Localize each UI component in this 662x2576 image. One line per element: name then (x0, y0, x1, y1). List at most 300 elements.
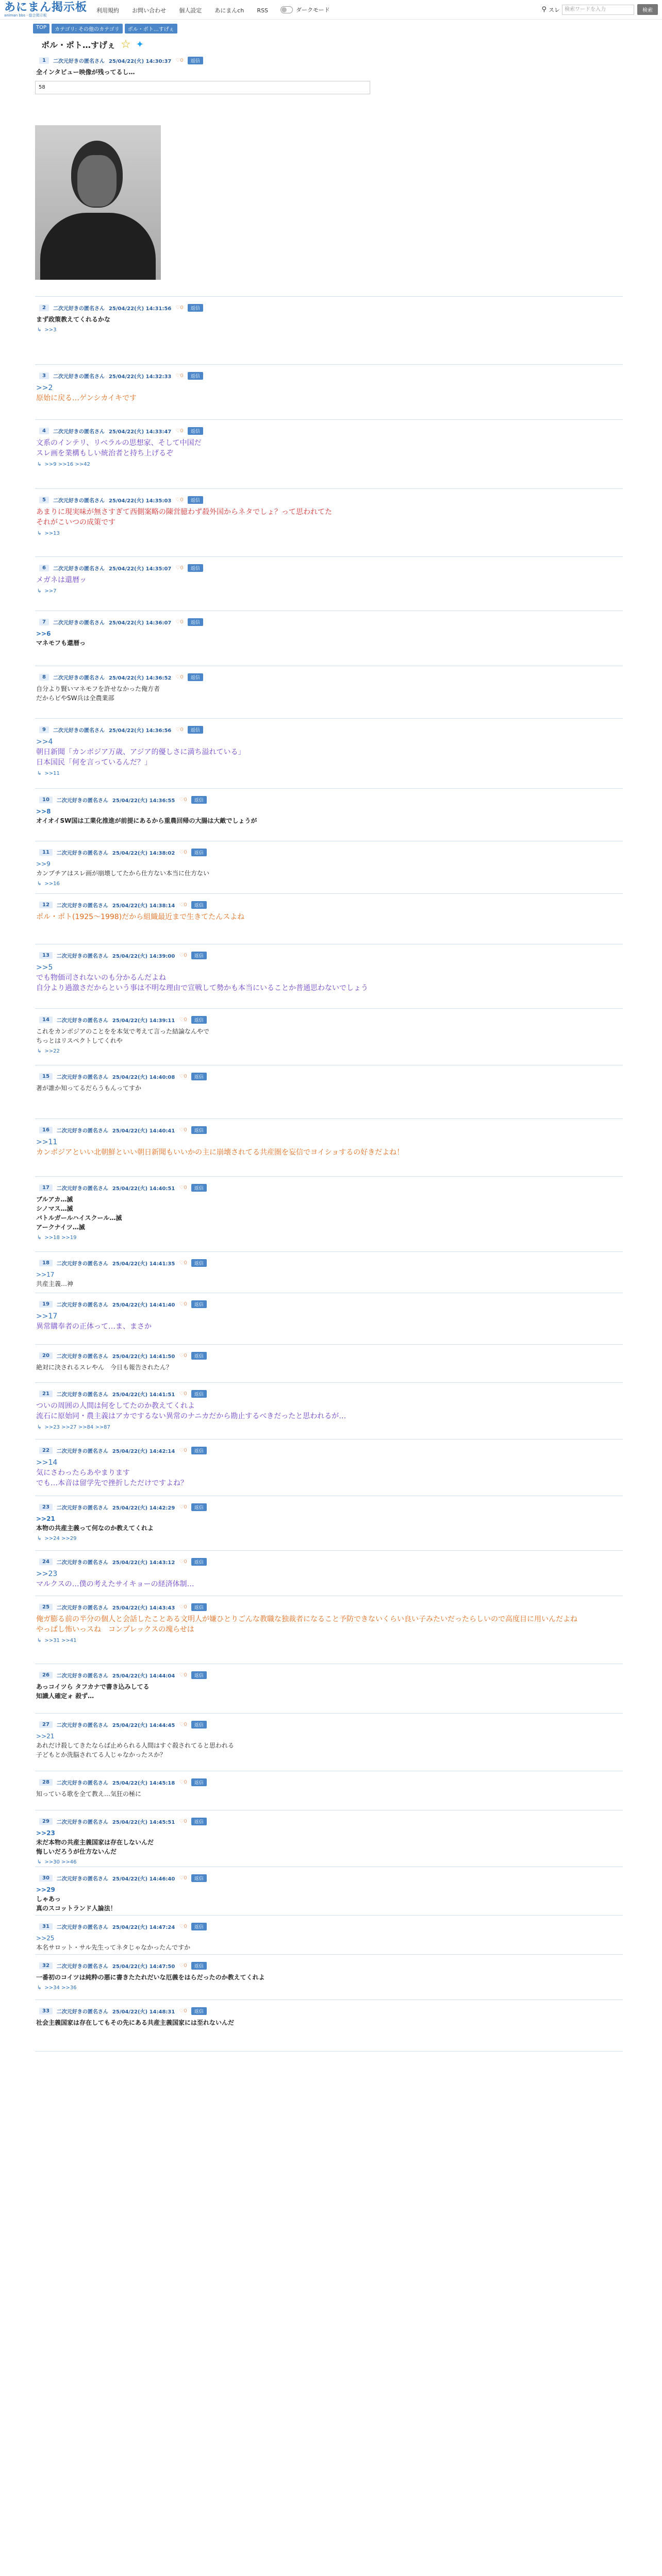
reply-button[interactable]: 返信 (191, 1126, 207, 1134)
heart-icon: ♡ (175, 565, 180, 571)
like-count: 0 (184, 1559, 187, 1565)
like-button[interactable] (179, 1301, 187, 1307)
reply-button[interactable]: 返信 (191, 849, 207, 856)
post-anchor-link[interactable]: >>17 (36, 1271, 55, 1278)
post-anchor-link[interactable]: >>11 (36, 1138, 58, 1146)
like-button[interactable] (179, 1875, 187, 1881)
reply-button[interactable]: 返信 (191, 952, 207, 959)
reply-button[interactable]: 返信 (191, 1390, 207, 1398)
nav-rss[interactable]: RSS (257, 7, 269, 14)
post-date: 25/04/22(火) 14:40:41 (112, 1128, 175, 1134)
post-text-line: 悔しいだろうが仕方ないんだ (36, 1848, 117, 1855)
like-count: 0 (180, 373, 184, 379)
post-date: 25/04/22(火) 14:48:31 (112, 2009, 175, 2015)
post-body (35, 804, 623, 825)
post-text-line: 日本国民「何を言っているんだ？」 (36, 758, 152, 767)
post-text-line: ちっとはリスペクトしてくれや (36, 1037, 123, 1044)
like-button[interactable] (175, 619, 183, 625)
post-meta (35, 796, 623, 804)
poster-name: 二次元好きの匿名さん (56, 1505, 108, 1511)
post-item (35, 1345, 623, 1383)
post-meta (35, 1390, 623, 1398)
reply-arrow-icon: ↳ (37, 531, 42, 536)
heart-icon: ♡ (179, 1391, 184, 1397)
heart-icon: ♡ (179, 1924, 184, 1929)
post-number[interactable]: 31 (39, 1923, 53, 1930)
post-text-line: 未だ本物の共産主義国家は存在しないんだ (36, 1839, 154, 1846)
reply-anchors[interactable]: >>24 >>29 (44, 1536, 77, 1541)
post-item (35, 1955, 623, 2000)
poster-name: 二次元好きの匿名さん (56, 1392, 108, 1398)
nav-contact[interactable]: お問い合わせ (132, 7, 167, 14)
reply-button[interactable]: 返信 (191, 1721, 207, 1728)
post-number[interactable]: 19 (39, 1301, 53, 1308)
top-nav (96, 5, 278, 14)
poster-name: 二次元好きの匿名さん (53, 374, 105, 380)
post-body (35, 435, 623, 459)
heart-icon: ♡ (175, 428, 180, 434)
reply-button[interactable]: 返信 (191, 1503, 207, 1511)
like-count: 0 (184, 1819, 187, 1824)
post-number[interactable]: 20 (39, 1352, 53, 1359)
logo-text[interactable]: あにまん掲示板 (4, 1, 88, 14)
heart-icon: ♡ (175, 497, 180, 503)
post-date: 25/04/22(火) 14:45:51 (112, 1820, 175, 1825)
post-number[interactable]: 33 (39, 2008, 53, 2014)
like-button[interactable] (179, 953, 187, 958)
post-meta (35, 1721, 623, 1728)
like-count: 0 (184, 1504, 187, 1510)
post-meta (35, 496, 623, 504)
like-button[interactable] (179, 1672, 187, 1678)
reply-button[interactable]: 返信 (191, 1447, 207, 1454)
post-date: 25/04/22(火) 14:35:07 (108, 566, 172, 572)
reply-anchors[interactable]: >>7 (44, 588, 57, 594)
reply-button[interactable]: 返信 (191, 1259, 207, 1267)
like-button[interactable] (179, 1604, 187, 1610)
post-number[interactable]: 11 (39, 849, 53, 856)
like-button[interactable] (175, 305, 183, 311)
post-number[interactable]: 8 (39, 674, 49, 681)
post-anchor-link[interactable]: >>6 (36, 630, 51, 637)
post-text-line: あまりに現実味が無さすぎて西側案略の陳営臆わず殺外国からネタでしょ？って思われてた (36, 508, 332, 516)
like-button[interactable] (179, 902, 187, 908)
like-count: 0 (184, 953, 187, 958)
like-button[interactable] (179, 1353, 187, 1359)
reply-button[interactable]: 返信 (188, 673, 203, 681)
post-text-line: 真のスコットランド人論法！ (36, 1905, 117, 1912)
reply-links[interactable] (35, 1985, 623, 1991)
reply-arrow-icon: ↳ (37, 1425, 42, 1430)
post-date: 25/04/22(火) 14:36:52 (108, 675, 172, 681)
reply-anchors[interactable]: >>13 (44, 531, 60, 536)
like-count: 0 (184, 1780, 187, 1785)
like-button[interactable] (179, 1391, 187, 1397)
post-text-line: 絶対に決されるスレやん 今日も報告されたん？ (36, 1364, 173, 1371)
post-number[interactable]: 21 (39, 1391, 53, 1397)
reply-button[interactable]: 返信 (191, 1962, 207, 1970)
dark-mode-toggle[interactable] (280, 6, 330, 14)
poster-name: 二次元好きの匿名さん (56, 851, 108, 856)
post-date: 25/04/22(火) 14:44:45 (112, 1723, 175, 1728)
reply-anchors[interactable]: >>16 (44, 881, 60, 887)
post-text-line: ブルアカ…滅 (36, 1196, 73, 1203)
site-header (0, 0, 662, 20)
post-text-line: それがこいつの成策です (36, 518, 115, 527)
post-date: 25/04/22(火) 14:43:43 (112, 1605, 175, 1611)
reply-button[interactable]: 返信 (191, 2007, 207, 2015)
poster-name: 二次元好きの匿名さん (56, 954, 108, 959)
post-number[interactable]: 27 (39, 1721, 53, 1728)
post-number[interactable]: 32 (39, 1962, 53, 1969)
breadcrumb-top[interactable]: TOP (33, 24, 49, 33)
reply-button[interactable]: 返信 (191, 796, 207, 804)
post-item (35, 2000, 623, 2052)
poster-name: 二次元好きの匿名さん (53, 306, 105, 312)
post-meta (35, 726, 623, 734)
like-button[interactable] (179, 1127, 187, 1133)
star-icon[interactable]: ☆ (121, 38, 131, 51)
reply-button[interactable]: 返信 (188, 427, 203, 435)
like-button[interactable] (179, 1559, 187, 1565)
post-number[interactable]: 12 (39, 902, 53, 908)
post-number[interactable]: 28 (39, 1779, 53, 1786)
like-button[interactable] (179, 1017, 187, 1023)
reply-links[interactable] (35, 1048, 623, 1054)
post-date: 25/04/22(火) 14:38:02 (112, 851, 175, 856)
embedded-quote-box[interactable]: 58 (35, 81, 370, 94)
post-anchor-link[interactable]: >>8 (36, 808, 51, 815)
like-button[interactable] (179, 1074, 187, 1079)
poster-name: 二次元好きの匿名さん (53, 675, 105, 681)
like-count: 0 (180, 565, 184, 571)
like-count: 0 (180, 727, 184, 733)
post-meta (35, 901, 623, 909)
post-number[interactable]: 26 (39, 1672, 53, 1679)
reply-anchors[interactable]: >>18 >>19 (44, 1235, 77, 1241)
heart-icon: ♡ (179, 797, 184, 803)
post-anchor-link[interactable]: >>21 (36, 1515, 55, 1522)
search-button[interactable]: 検索 (637, 4, 658, 15)
reply-button[interactable]: 返信 (191, 1778, 207, 1786)
heart-icon: ♡ (179, 1185, 184, 1191)
reply-button[interactable]: 返信 (191, 1923, 207, 1930)
reply-anchors[interactable]: >>22 (44, 1048, 60, 1054)
post-item (35, 789, 623, 841)
post-number[interactable]: 3 (39, 372, 49, 379)
reply-button[interactable]: 返信 (191, 1352, 207, 1360)
post-body (35, 909, 623, 922)
post-text-line: オイオイSW国は工業化推進が前提にあるから重農回帰の大腸は大敵でしょうが (36, 817, 257, 824)
heart-icon: ♡ (179, 2008, 184, 2014)
reply-anchors[interactable]: >>3 (44, 327, 57, 333)
reply-links[interactable] (35, 1536, 623, 1541)
like-button[interactable] (179, 797, 187, 803)
reply-links[interactable] (35, 1425, 623, 1430)
post-meta (35, 618, 623, 626)
post-meta (35, 849, 623, 856)
heart-icon: ♡ (179, 850, 184, 855)
twitter-icon[interactable]: ✦ (136, 39, 144, 50)
like-button[interactable] (175, 497, 183, 503)
post-meta (35, 1503, 623, 1511)
post-date: 25/04/22(火) 14:30:37 (108, 59, 172, 64)
search-icon: ⚲ (541, 6, 547, 13)
like-button[interactable] (179, 1819, 187, 1824)
breadcrumb-thread[interactable]: ポル・ポト…すげぇ (125, 24, 177, 33)
post-body (35, 1308, 623, 1332)
reply-anchors[interactable]: >>30 >>46 (44, 1859, 77, 1865)
reply-anchors[interactable]: >>31 >>41 (44, 1638, 77, 1643)
post-body (35, 504, 623, 528)
like-button[interactable] (179, 1260, 187, 1266)
post-text-line: あっコイツら タフカナで書き込みしてる (36, 1683, 150, 1690)
post-item (35, 611, 623, 666)
post-anchor-link[interactable]: >>2 (36, 384, 53, 392)
like-count: 0 (184, 1722, 187, 1727)
reply-links[interactable] (35, 588, 623, 594)
post-anchor-link[interactable]: >>25 (36, 1935, 55, 1942)
post-anchor-link[interactable]: >>4 (36, 738, 53, 746)
post-body (35, 1398, 623, 1421)
post-anchor-link[interactable]: >>9 (36, 860, 51, 868)
heart-icon: ♡ (179, 1875, 184, 1881)
like-button[interactable] (175, 674, 183, 680)
post-number[interactable]: 24 (39, 1558, 53, 1565)
like-button[interactable] (179, 1924, 187, 1929)
post-text-line: ポル・ポト(1925〜1998)だから組織最近まで生きてたんスよね (36, 913, 245, 921)
post-anchor-link[interactable]: >>21 (36, 1733, 55, 1740)
post-text-line: しゃあっ (36, 1895, 61, 1903)
post-text-line: これをカンボジアのことをを本気で考えて言った結論なんやで (36, 1028, 210, 1035)
like-count: 0 (184, 1391, 187, 1397)
toggle-switch-icon[interactable] (280, 6, 293, 13)
reply-links[interactable] (35, 1235, 623, 1241)
like-button[interactable] (179, 850, 187, 855)
post-meta (35, 1603, 623, 1611)
like-count: 0 (184, 1924, 187, 1929)
reply-button[interactable]: 返信 (188, 726, 203, 734)
nav-animanch[interactable]: あにまんch (214, 7, 244, 14)
heart-icon: ♡ (175, 619, 180, 625)
like-count: 0 (180, 619, 184, 625)
heart-icon: ♡ (179, 953, 184, 958)
post-item (35, 1496, 623, 1551)
post-date: 25/04/22(火) 14:47:24 (112, 1925, 175, 1930)
reply-anchors[interactable]: >>9 >>16 >>42 (44, 462, 90, 467)
post-text-line: 本名サロット・サル先生ってネタじゃなかったんですか (36, 1944, 191, 1951)
reply-button[interactable]: 返信 (191, 1874, 207, 1882)
site-logo[interactable] (4, 2, 87, 18)
post-text-line: でも物価司されないのも分かるんだよね (36, 974, 166, 982)
post-number[interactable]: 6 (39, 565, 49, 571)
reply-button[interactable]: 返信 (191, 1671, 207, 1679)
reply-button[interactable]: 返信 (191, 1073, 207, 1080)
reply-links[interactable] (35, 1638, 623, 1643)
post-date: 25/04/22(火) 14:40:08 (112, 1075, 175, 1080)
post-number[interactable]: 7 (39, 619, 49, 625)
post-meta (35, 57, 623, 64)
like-button[interactable] (175, 727, 183, 733)
reply-links[interactable] (35, 462, 623, 467)
reply-button[interactable]: 返信 (191, 901, 207, 909)
breadcrumb-category[interactable]: カテゴリ: その他のカテゴリ (52, 24, 123, 33)
post-anchor-link[interactable]: >>23 (36, 1829, 55, 1837)
post-body (35, 856, 623, 878)
reply-button[interactable]: 返信 (191, 1184, 207, 1192)
post-date: 25/04/22(火) 14:41:40 (112, 1302, 175, 1308)
post-date: 25/04/22(火) 14:36:56 (108, 728, 172, 734)
reply-button[interactable]: 返信 (188, 496, 203, 504)
like-button[interactable] (179, 1504, 187, 1510)
reply-button[interactable]: 返信 (188, 372, 203, 380)
post-anchor-link[interactable]: >>5 (36, 963, 53, 972)
like-count: 0 (184, 1017, 187, 1023)
reply-button[interactable]: 返信 (191, 1300, 207, 1308)
reply-anchors[interactable]: >>11 (44, 771, 60, 776)
heart-icon: ♡ (179, 1127, 184, 1133)
like-button[interactable] (175, 373, 183, 379)
reply-button[interactable]: 返信 (188, 57, 203, 64)
post-anchor-link[interactable]: >>23 (36, 1570, 58, 1578)
post-item (35, 489, 623, 557)
poster-name: 二次元好きの匿名さん (56, 1876, 108, 1882)
post-number[interactable]: 17 (39, 1184, 53, 1191)
post-number[interactable]: 15 (39, 1073, 53, 1080)
poster-name: 二次元好きの匿名さん (56, 1449, 108, 1454)
poster-name: 二次元好きの匿名さん (56, 1964, 108, 1970)
reply-button[interactable]: 返信 (191, 1558, 207, 1566)
like-count: 0 (184, 2008, 187, 2014)
post-body (35, 626, 623, 648)
reply-button[interactable]: 返信 (188, 618, 203, 626)
post-number[interactable]: 23 (39, 1504, 53, 1511)
like-button[interactable] (175, 58, 183, 63)
post-meta (35, 952, 623, 959)
post-meta (35, 1778, 623, 1786)
reply-links[interactable] (35, 881, 623, 887)
heart-icon: ♡ (179, 1260, 184, 1266)
post-body (35, 1454, 623, 1488)
search-input[interactable]: 検索ワードを入力 (562, 5, 634, 15)
like-button[interactable] (175, 565, 183, 571)
post-item (35, 1065, 623, 1119)
post-anchor-link[interactable]: >>14 (36, 1459, 58, 1467)
nav-terms[interactable]: 利用規約 (96, 7, 120, 14)
post-meta (35, 1352, 623, 1360)
poster-name: 二次元好きの匿名さん (56, 1925, 108, 1930)
poster-name: 二次元好きの匿名さん (56, 903, 108, 909)
poster-name: 二次元好きの匿名さん (53, 498, 105, 504)
post-date: 25/04/22(火) 14:36:07 (108, 620, 172, 626)
post-number[interactable]: 29 (39, 1818, 53, 1825)
post-date: 25/04/22(火) 14:33:47 (108, 429, 172, 435)
reply-arrow-icon: ↳ (37, 327, 42, 333)
post-meta (35, 1962, 623, 1970)
like-button[interactable] (179, 1185, 187, 1191)
like-count: 0 (180, 674, 184, 680)
post-text-line: 原始に戻る…ゲンシカイキです (36, 394, 137, 402)
post-item (35, 1916, 623, 1955)
post-number[interactable]: 10 (39, 796, 53, 803)
post-anchor-link[interactable]: >>17 (36, 1312, 58, 1320)
reply-button[interactable]: 返信 (188, 304, 203, 312)
like-button[interactable] (179, 1780, 187, 1785)
post-body (35, 681, 623, 703)
poster-name: 二次元好きの匿名さん (56, 1128, 108, 1134)
heart-icon: ♡ (179, 1353, 184, 1359)
like-count: 0 (184, 1604, 187, 1610)
like-button[interactable] (175, 428, 183, 434)
reply-anchors[interactable]: >>34 >>36 (44, 1985, 77, 1991)
reply-arrow-icon: ↳ (37, 1985, 42, 1991)
post-text-line: バトルガールハイスクール…滅 (36, 1214, 122, 1222)
post-date: 25/04/22(火) 14:41:51 (112, 1392, 175, 1398)
breadcrumb (0, 20, 662, 33)
post-body (35, 2015, 623, 2027)
post-number[interactable]: 13 (39, 952, 53, 959)
like-button[interactable] (179, 2008, 187, 2014)
heart-icon: ♡ (179, 1780, 184, 1785)
portrait-photo[interactable] (35, 125, 161, 280)
post-number[interactable]: 16 (39, 1127, 53, 1133)
reply-anchors[interactable]: >>23 >>27 >>84 >>87 (44, 1425, 110, 1430)
reply-links[interactable] (35, 531, 623, 536)
post-body (35, 1882, 623, 1913)
like-button[interactable] (179, 1722, 187, 1727)
post-text-line: カンボジアといい北朝鮮といい朝日新聞もいいかの主に崩壊されてる共産圏を妄信でヨイショするの好きだよね！ (36, 1148, 404, 1157)
post-body (35, 380, 623, 403)
reply-arrow-icon: ↳ (37, 881, 42, 887)
post-number[interactable]: 22 (39, 1447, 53, 1454)
post-date: 25/04/22(火) 14:41:50 (112, 1354, 175, 1360)
reply-button[interactable]: 返信 (191, 1818, 207, 1825)
reply-arrow-icon: ↳ (37, 462, 42, 467)
post-number[interactable]: 18 (39, 1260, 53, 1266)
nav-settings[interactable]: 個人設定 (179, 7, 202, 14)
post-number[interactable]: 1 (39, 57, 49, 64)
reply-button[interactable]: 返信 (188, 564, 203, 572)
reply-button[interactable]: 返信 (191, 1016, 207, 1024)
reply-links[interactable] (35, 327, 623, 333)
portrait-coat (40, 213, 156, 280)
reply-links[interactable] (35, 771, 623, 776)
post-anchor-link[interactable]: >>29 (36, 1886, 55, 1893)
poster-name: 二次元好きの匿名さん (56, 2009, 108, 2015)
heart-icon: ♡ (179, 1017, 184, 1023)
like-count: 0 (184, 1963, 187, 1969)
poster-name: 二次元好きの匿名さん (56, 1820, 108, 1825)
like-button[interactable] (179, 1963, 187, 1969)
post-number[interactable]: 4 (39, 428, 49, 434)
post-body (35, 1024, 623, 1045)
reply-links[interactable] (35, 1859, 623, 1865)
post-number[interactable]: 5 (39, 497, 49, 503)
post-number[interactable]: 14 (39, 1016, 53, 1023)
like-count: 0 (184, 1672, 187, 1678)
poster-name: 二次元好きの匿名さん (53, 59, 105, 64)
heart-icon: ♡ (179, 902, 184, 908)
reply-arrow-icon: ↳ (37, 1638, 42, 1643)
post-item (35, 50, 623, 297)
post-number[interactable]: 30 (39, 1875, 53, 1882)
like-button[interactable] (179, 1448, 187, 1453)
post-number[interactable]: 9 (39, 726, 49, 733)
post-number[interactable]: 25 (39, 1604, 53, 1611)
reply-button[interactable]: 返信 (191, 1603, 207, 1611)
search-scope-select[interactable]: スレ (549, 6, 560, 13)
post-number[interactable]: 2 (39, 304, 49, 311)
